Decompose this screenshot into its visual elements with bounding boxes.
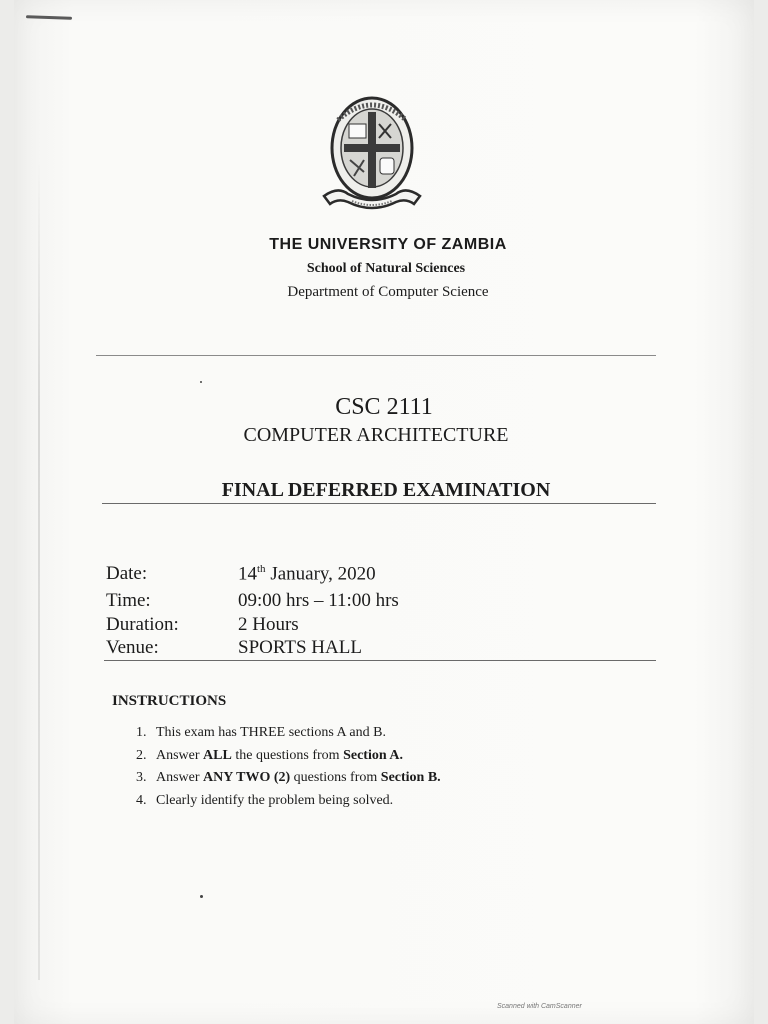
exam-type: FINAL DEFERRED EXAMINATION xyxy=(221,479,551,501)
date-label: Date: xyxy=(106,563,148,584)
venue-value: SPORTS HALL xyxy=(238,637,362,658)
instruction-item: 4. Clearly identify the problem being solved. xyxy=(136,792,394,808)
university-name: THE UNIVERSITY OF ZAMBIA xyxy=(269,236,507,253)
divider-top xyxy=(96,355,656,356)
venue-label: Venue: xyxy=(106,637,159,658)
divider-middle xyxy=(102,503,656,504)
course-title: COMPUTER ARCHITECTURE xyxy=(243,424,509,446)
ink-speck xyxy=(200,895,203,898)
time-value: 09:00 hrs – 11:00 hrs xyxy=(238,590,399,611)
date-value: 14th January, 2020 xyxy=(238,563,376,585)
instruction-item: 2. Answer ALL the questions from Section A. xyxy=(136,747,403,763)
course-code: CSC 2111 xyxy=(335,394,433,420)
scanner-watermark: Scanned with CamScanner xyxy=(497,1003,582,1010)
department-name: Department of Computer Science xyxy=(287,284,489,300)
paper-edge-shadow xyxy=(38,160,40,980)
instructions-list xyxy=(136,725,441,815)
instruction-item: 1. This exam has THREE sections A and B. xyxy=(136,725,386,740)
school-name: School of Natural Sciences xyxy=(306,261,466,276)
divider-bottom xyxy=(104,660,656,661)
instruction-item: 3. Answer ANY TWO (2) questions from Section B. xyxy=(136,770,441,785)
ink-speck xyxy=(200,381,202,383)
time-label: Time: xyxy=(106,590,151,611)
instructions-heading: INSTRUCTIONS xyxy=(112,693,227,709)
duration-label: Duration: xyxy=(106,614,179,635)
duration-value: 2 Hours xyxy=(238,614,299,635)
university-crest-icon xyxy=(318,86,426,216)
